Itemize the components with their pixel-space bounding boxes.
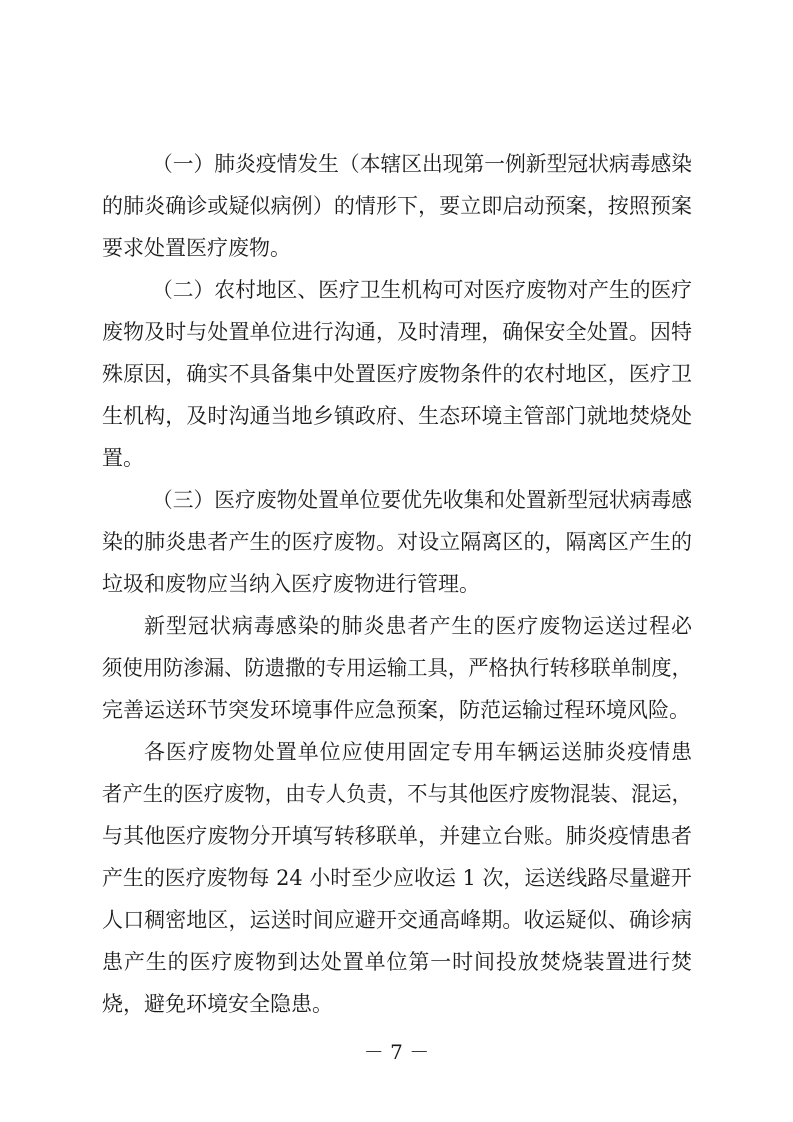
paragraph-first-line: （二）农村地区、医疗卫生机构可对医疗废物对产生的医疗 xyxy=(152,278,692,302)
paragraph-line: 人口稠密地区，运送时间应避开交通高峰期。收运疑似、确诊病 xyxy=(102,908,693,932)
paragraph-line: 置。 xyxy=(102,446,144,470)
paragraph-line: 要求处置医疗废物。 xyxy=(102,236,291,260)
paragraph-line: 完善运送环节突发环境事件应急预案，防范运输过程环境风险。 xyxy=(102,698,690,722)
page-number: － 7 － xyxy=(363,1040,430,1064)
paragraph-line: 产生的医疗废物每 24 小时至少应收运 1 次，运送线路尽量避开 xyxy=(102,866,692,890)
paragraph-line: 垃圾和废物应当纳入医疗废物进行管理。 xyxy=(102,572,480,596)
paragraph-first-line: 各医疗废物处置单位应使用固定专用车辆运送肺炎疫情患 xyxy=(144,740,693,764)
paragraph-first-line: （三）医疗废物处置单位要优先收集和处置新型冠状病毒感 xyxy=(152,488,692,512)
paragraph-line: 废物及时与处置单位进行沟通，及时清理，确保安全处置。因特 xyxy=(102,320,693,344)
paragraph-line: 烧，避免环境安全隐患。 xyxy=(102,992,333,1016)
paragraph-line: 生机构，及时沟通当地乡镇政府、生态环境主管部门就地焚烧处 xyxy=(102,404,693,428)
paragraph-line: 与其他医疗废物分开填写转移联单，并建立台账。肺炎疫情患者 xyxy=(102,824,693,848)
paragraph-first-line: 新型冠状病毒感染的肺炎患者产生的医疗废物运送过程必 xyxy=(144,614,693,638)
paragraph-line: 的肺炎确诊或疑似病例）的情形下，要立即启动预案，按照预案 xyxy=(102,194,693,218)
paragraph-line: 染的肺炎患者产生的医疗废物。对设立隔离区的，隔离区产生的 xyxy=(102,530,693,554)
paragraph-line: 须使用防渗漏、防遗撒的专用运输工具，严格执行转移联单制度， xyxy=(102,656,692,680)
paragraph-first-line: （一）肺炎疫情发生（本辖区出现第一例新型冠状病毒感染 xyxy=(152,152,692,176)
paragraph-line: 者产生的医疗废物，由专人负责，不与其他医疗废物混装、混运， xyxy=(102,782,692,806)
paragraph-line: 殊原因，确实不具备集中处置医疗废物条件的农村地区，医疗卫 xyxy=(102,362,693,386)
paragraph-line: 患产生的医疗废物到达处置单位第一时间投放焚烧装置进行焚 xyxy=(102,950,693,974)
